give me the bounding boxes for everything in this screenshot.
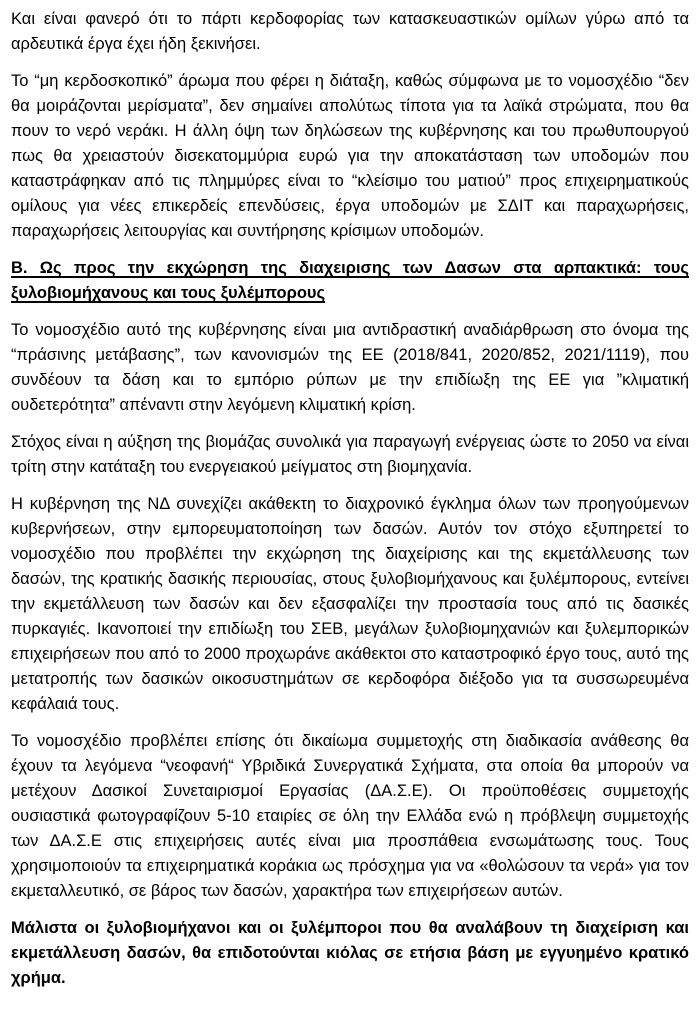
paragraph-non-profit-provision: Το “μη κερδοσκοπικό” άρωμα που φέρει η διάταξη, καθώς σύμφωνα με το νομοσχέδιο “δεν θα μοιράζονται μερίσματα”, δεν σημαίνει απολύτως τίποτα για τα λαϊκά στρώματα, που θα πουν το νερό νεράκι. Η άλλη όψη των δηλώσεων της κυβέρνησης και του πρωθυπουργού πως θα χρειαστούν δισεκατομμύρια ευρώ για την αποκατάσταση των υποδομών που καταστράφηκαν από τις πλημμύρες είναι το “κλείσιμο του ματιού” προς επιχειρηματικούς ομίλους για νέες επικερδείς επενδύσεις, έργα υποδομών με ΣΔΙΤ και παραχωρήσεις, παραχωρήσεις λειτουργίας και συντήρησης κρίσιμων υποδομών. <box>11 72 689 240</box>
section-heading-forest-concession: Β. Ως προς την εκχώρηση της διαχειρισης των Δασων στα αρπακτικά: τους ξυλοβιομήχανους και τους ξυλέμπορους <box>11 259 689 302</box>
paragraph-biomass-target-2050: Στόχος είναι η αύξηση της βιομάζας συνολικά για παραγωγή ενέργειας ώστε το 2050 να είναι τρίτη στην κατάταξη του ενεργειακού μείγματος στη βιομηχανία. <box>11 433 689 476</box>
paragraph-nd-government-forest-commodification: Η κυβέρνηση της ΝΔ συνεχίζει ακάθεκτη το διαχρονικό έγκλημα όλων των προηγούμενων κυβερνήσεων, στην εμπορευματοποίηση των δασών. Αυτόν τον στόχο εξυπηρετεί το νομοσχέδιο που προβλέπει την εκχώρηση της διαχείρισης και της εκμετάλλευσης των δασών, της κρατικής δασικής περιουσίας, στους ξυλοβιομήχανους και ξυλέμπορους, εντείνει την εκμετάλλευση των δασών και δεν εξασφαλίζει την προστασία τους από τις δασικές πυρκαγιές. Ικανοποιεί την επιδίωξη του ΣΕΒ, μεγάλων ξυλοβιομηχανιών και ξυλεμπορικών επιχειρήσεων που από το 2000 προχωράνε ακάθεκτοι στο καταστροφικό έργο τους, αυτό της μετατροπής των δασικών οικοσυστημάτων σε κερδοφόρα διέξοδο για τα συσσωρευμένα κεφάλαιά τους. <box>11 495 689 713</box>
paragraph-intro-construction-profits: Και είναι φανερό ότι το πάρτι κερδοφορίας των κατασκευαστικών ομίλων γύρω από τα αρδευτικά έργα έχει ήδη ξεκινήσει. <box>11 10 689 53</box>
paragraph-bold-state-subsidies: Μάλιστα οι ξυλοβιομήχανοι και οι ξυλέμποροι που θα αναλάβουν τη διαχείριση και εκμετάλλευση δασών, θα επιδοτούνται κιόλας σε ετήσια βάση με εγγυημένο κρατικό χρήμα. <box>11 919 689 987</box>
paragraph-hybrid-cooperative-schemes: Το νομοσχέδιο προβλέπει επίσης ότι δικαίωμα συμμετοχής στη διαδικασία ανάθεσης θα έχουν τα λεγόμενα “νεοφανή“ Υβριδικά Συνεργατικά Σχήματα, στα οποία θα μπορούν να μετέχουν Δασικοί Συνεταιρισμοί Εργασίας (ΔΑ.Σ.Ε). Οι προϋποθέσεις συμμετοχής ουσιαστικά φωτογραφίζουν 5-10 εταιρίες σε όλη την Ελλάδα ενώ η πρόβλεψη συμμετοχής των ΔΑ.Σ.Ε στις επιχειρήσεις αυτές είναι μια προσπάθεια ενσωμάτωσης τους. Τους χρησιμοποιούν τα επιχειρηματικά κοράκια ως πρόσχημα για να «θολώσουν τα νερά» για τον εκμεταλλευτικό, σε βάρος των δασών, χαρακτήρα των επιχειρήσεων αυτών. <box>11 732 689 900</box>
paragraph-green-transition-regulations: Το νομοσχέδιο αυτό της κυβέρνησης είναι μια αντιδραστική αναδιάρθρωση στο όνομα της “πράσινης μετάβασης”, των κανονισμών της ΕΕ (2018/841, 2020/852, 2021/1119), που συνδέουν τα δάση και το εμπόριο ρύπων με την επιδίωξη της ΕΕ για ”κλιματική ουδετερότητα” απέναντι στην λεγόμενη κλιματική κρίση. <box>11 321 689 414</box>
